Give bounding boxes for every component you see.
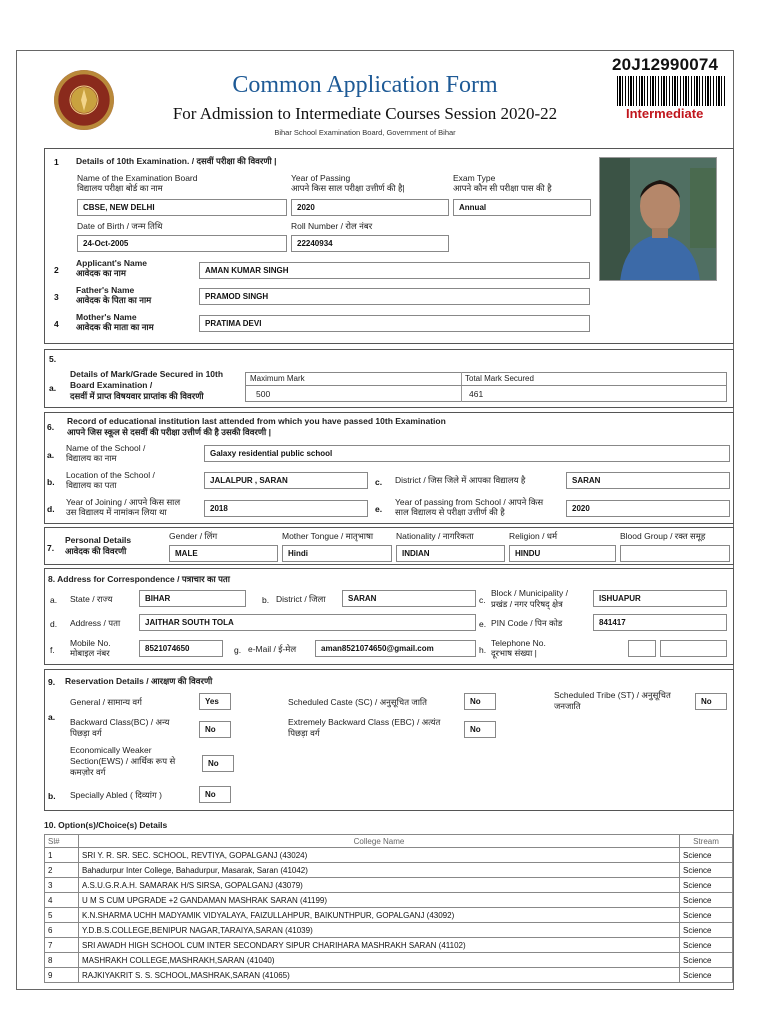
field-label: दसवीं में प्राप्त विषयवार प्राप्तांक की विवरणी [70,391,204,401]
field-label: e-Mail / ई-मेल [248,644,297,654]
row-marker: b. [262,595,270,605]
field-label: उस विद्यालय में नामांकन लिया था [66,507,167,517]
section-number: 6. [47,422,55,432]
field-label: General / सामान्य वर्ग [70,697,142,707]
sc-field[interactable]: No [464,693,496,710]
section-number: 1 [54,157,59,167]
stream-tag: Intermediate [626,106,704,121]
pin-code-field[interactable]: 841417 [593,614,727,631]
row-marker: d. [47,504,55,514]
row-marker: c. [375,477,383,487]
row-marker: b. [48,791,56,801]
row-marker: d. [50,619,58,629]
field-label: आवेदक की विवरणी [65,546,127,556]
field-label: कमज़ोर वर्ग [70,767,106,777]
college-cell: MASHRAKH COLLEGE,MASHRAKH,SARAN (41040) [79,953,680,968]
mother-tongue-field[interactable]: Hindi [282,545,392,562]
field-label: जनजाति [554,701,581,711]
field-label: दूरभाष संख्या | [491,648,537,658]
field-label: Religion / धर्म [509,531,558,541]
section-number: 2 [54,265,59,275]
divider [461,372,462,402]
dob-field[interactable]: 24-Oct-2005 [77,235,287,252]
stream-cell: Science [680,953,733,968]
row-marker: a. [48,712,56,722]
college-cell: K.N.SHARMA UCHH MADYAMIK VIDYALAYA, FAIZULLAHPUR, BAIKUNTHPUR, GOPALGANJ (43092) [79,908,680,923]
table-row [45,923,733,938]
stream-cell: Science [680,863,733,878]
table-row [45,878,733,893]
field-label: Gender / लिंग [169,531,218,541]
general-field[interactable]: Yes [199,693,231,710]
form-title: Common Application Form [232,72,498,98]
field-label: पिछड़ा वर्ग [70,728,102,738]
column-header: College Name [79,835,680,848]
board-name: Bihar School Examination Board, Government of Bihar [274,128,456,137]
school-district-field[interactable]: SARAN [566,472,730,489]
sl-cell: 4 [45,893,79,908]
exam-type-field[interactable]: Annual [453,199,591,216]
field-label: Block / Municipality / [491,588,568,598]
ews-field[interactable]: No [202,755,234,772]
field-label: आवेदक की माता का नाम [76,322,154,332]
row-marker: g. [234,645,242,655]
section-number: 7. [47,543,55,553]
block-field[interactable]: ISHUAPUR [593,590,727,607]
emblem-icon [54,70,114,130]
row-marker: f. [50,645,55,655]
college-cell: SRI Y. R. SR. SEC. SCHOOL, REVTIYA, GOPALGANJ (43024) [79,848,680,863]
sl-cell: 6 [45,923,79,938]
table-row [45,848,733,863]
field-label: Year of passing from School / आपने किस [395,497,544,507]
form-subtitle: For Admission to Intermediate Courses Session 2020-22 [172,104,558,123]
registration-number: 20J12990074 [612,55,719,74]
stream-cell: Science [680,923,733,938]
section-heading: आपने जिस स्कूल से दसवीं की परीक्षा उत्तीर्ण की है उसकी विवरणी | [67,427,272,437]
section-number: 4 [54,319,59,329]
address-field[interactable]: JAITHAR SOUTH TOLA [139,614,476,631]
table-row [45,863,733,878]
row-marker: a. [50,595,58,605]
row-marker: a. [47,450,55,460]
gender-field[interactable]: MALE [169,545,278,562]
college-cell: Y.D.B.S.COLLEGE,BENIPUR NAGAR,TARAIYA,SARAN (41039) [79,923,680,938]
specially-abled-field[interactable]: No [199,786,231,803]
barcode [617,76,727,106]
field-label: Telephone No. [491,638,546,648]
field-label: State / राज्य [70,594,113,604]
field-label: आपने किस साल परीक्षा उत्तीर्ण की है| [291,183,405,193]
board-field[interactable]: CBSE, NEW DELHI [77,199,287,216]
stream-cell: Science [680,908,733,923]
divider [245,385,727,386]
field-label: आवेदक का नाम [76,268,126,278]
sl-cell: 1 [45,848,79,863]
mobile-field[interactable]: 8521074650 [139,640,223,657]
field-label: Mother's Name [76,312,137,322]
joining-year-field[interactable]: 2018 [204,500,368,517]
row-marker: e. [375,504,383,514]
stream-cell: Science [680,968,733,983]
field-label: विद्यालय परीक्षा बोर्ड का नाम [77,183,163,193]
field-label: Board Examination / [70,380,153,390]
sl-cell: 8 [45,953,79,968]
school-location-field[interactable]: JALALPUR , SARAN [204,472,368,489]
blood-group-field[interactable] [620,545,730,562]
address-district-field[interactable]: SARAN [342,590,476,607]
std-code-field[interactable] [628,640,656,657]
field-label: Father's Name [76,285,135,295]
field-label: Section(EWS) / आर्थिक रूप से [70,756,176,766]
field-label: Exam Type [453,173,496,183]
stream-cell: Science [680,848,733,863]
field-label: पिछड़ा वर्ग [288,728,320,738]
field-label: Name of the School / [66,443,146,453]
table-row [45,908,733,923]
field-label: District / जिला [276,594,326,604]
column-header: Stream [680,835,733,848]
college-cell: RAJKIYAKRIT S. S. SCHOOL,MASHRAK,SARAN (41065) [79,968,680,983]
table-row [45,938,733,953]
field-label: Scheduled Caste (SC) / अनुसूचित जाति [288,697,427,707]
field-label: Date of Birth / जन्म तिथि [77,221,163,231]
st-field[interactable]: No [695,693,727,710]
field-label: Economically Weaker [70,745,152,755]
section-heading: 8. Address for Correspondence / पत्राचार का पता [48,574,230,584]
field-label: Blood Group / रक्त समूह [620,531,706,541]
field-label: Name of the Examination Board [77,173,198,183]
roll-field[interactable]: 22240934 [291,235,449,252]
section-heading: 10. Option(s)/Choice(s) Details [44,820,168,830]
column-header: Sl# [45,835,79,848]
table-row [45,953,733,968]
section-number: 9. [48,677,56,687]
field-label: Year of Joining / आपने किस साल [66,497,181,507]
field-label: विद्यालय का पता [66,480,117,490]
college-cell: Bahadurpur Inter College, Bahadurpur, Masarak, Saran (41042) [79,863,680,878]
field-label: Address / पता [70,618,121,628]
college-cell: A.S.U.G.R.A.H. SAMARAK H/S SIRSA, GOPALGANJ (43079) [79,878,680,893]
total-mark-value: 461 [469,389,484,399]
sl-cell: 9 [45,968,79,983]
section-heading: Record of educational institution last attended from which you have passed 10th Examination [67,416,446,426]
field-label: Details of Mark/Grade Secured in 10th [70,369,224,379]
field-label: Scheduled Tribe (ST) / अनुसूचित [554,690,671,700]
section-number: a. [49,383,57,393]
applicant-name-field[interactable]: AMAN KUMAR SINGH [199,262,590,279]
table-row [45,893,733,908]
field-label: आपने कौन सी परीक्षा पास की है [453,183,552,193]
row-marker: c. [479,595,486,605]
stream-cell: Science [680,938,733,953]
section-number: 5. [49,354,57,364]
father-name-field[interactable]: PRAMOD SINGH [199,288,590,305]
field-label: Nationality / नागरिकता [396,531,474,541]
board-logo [54,70,114,130]
field-label: Location of the School / [66,470,155,480]
sl-cell: 5 [45,908,79,923]
year-field[interactable]: 2020 [291,199,449,216]
section-heading: Details of 10th Examination. / दसवीं परीक्षा की विवरणी | [76,156,277,166]
field-label: Year of Passing [291,173,351,183]
field-label: District / जिस जिले में आपका विद्यालय है [395,475,526,485]
passing-year-field[interactable]: 2020 [566,500,730,517]
telephone-field[interactable] [660,640,727,657]
field-label: प्रखंड / नगर परिषद् क्षेत्र [491,599,563,609]
table-row [45,968,733,983]
field-label: Roll Number / रोल नंबर [291,221,373,231]
column-header: Total Mark Secured [465,374,534,383]
field-label: आवेदक के पिता का नाम [76,295,152,305]
college-cell: U M S CUM UPGRADE +2 GANDAMAN MASHRAK SARAN (41199) [79,893,680,908]
person-photo-icon [600,158,717,281]
field-label: साल विद्यालय से परीक्षा उत्तीर्ण की है [395,507,505,517]
section-number: 3 [54,292,59,302]
options-table [44,834,733,983]
nationality-field[interactable]: INDIAN [396,545,505,562]
row-marker: b. [47,477,55,487]
stream-cell: Science [680,878,733,893]
email-field[interactable]: aman8521074650@gmail.com [315,640,476,657]
field-label: Specially Abled ( दिव्यांग ) [70,790,162,800]
sl-cell: 3 [45,878,79,893]
row-marker: h. [479,645,487,655]
field-label: Personal Details [65,535,132,545]
row-marker: e. [479,619,487,629]
bc-field[interactable]: No [199,721,231,738]
column-header: Maximum Mark [250,374,305,383]
max-mark-value: 500 [256,389,271,399]
state-field[interactable]: BIHAR [139,590,246,607]
school-name-field[interactable]: Galaxy residential public school [204,445,730,462]
field-label: Mobile No. [70,638,111,648]
section-heading: Reservation Details / आरक्षण की विवरणी [65,676,213,686]
field-label: विद्यालय का नाम [66,453,117,463]
field-label: PIN Code / पिन कोड [491,618,563,628]
mother-name-field[interactable]: PRATIMA DEVI [199,315,590,332]
religion-field[interactable]: HINDU [509,545,616,562]
field-label: Backward Class(BC) / अन्य [70,717,170,727]
sl-cell: 2 [45,863,79,878]
field-label: मोबाइल नंबर [70,648,110,658]
college-cell: SRI AWADH HIGH SCHOOL CUM INTER SECONDARY SIPUR CHARIHARA MASHRAKH SARAN (41102) [79,938,680,953]
stream-cell: Science [680,893,733,908]
field-label: Extremely Backward Class (EBC) / अत्यंत [288,717,441,727]
applicant-photo [599,157,717,281]
ebc-field[interactable]: No [464,721,496,738]
field-label: Mother Tongue / मातृभाषा [282,531,374,541]
sl-cell: 7 [45,938,79,953]
field-label: Applicant's Name [76,258,147,268]
